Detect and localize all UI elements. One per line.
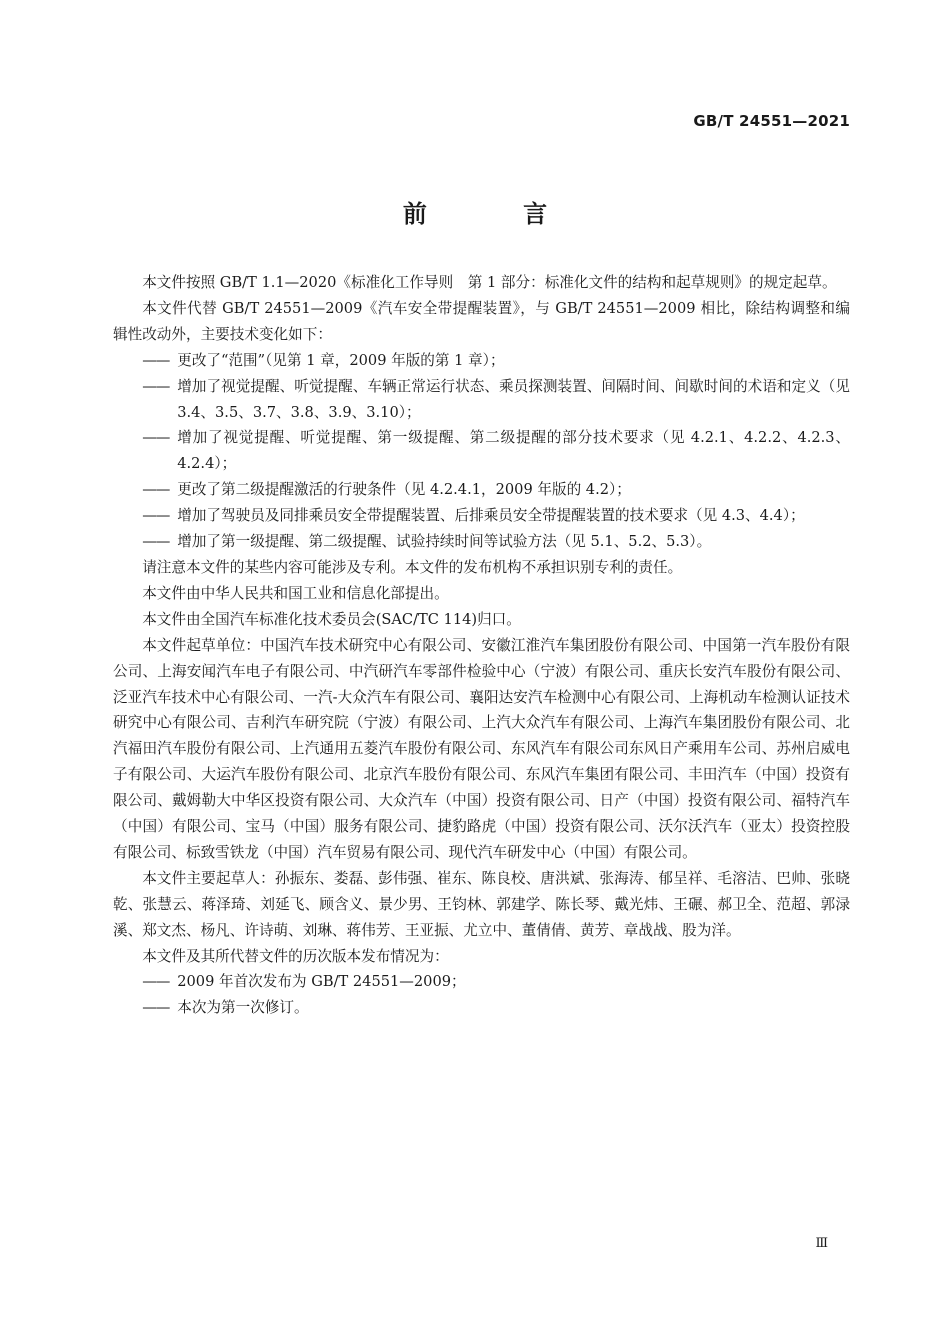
- change-item: [113, 503, 850, 529]
- history-item-text: 本次为第一次修订。: [177, 999, 309, 1017]
- page-number: Ⅲ: [815, 1236, 828, 1251]
- change-item: [113, 348, 850, 374]
- change-item-text: 增加了视觉提醒、听觉提醒、车辆正常运行状态、乘员探测装置、间隔时间、间歇时间的术语和定义（见 3.4、3.5、3.7、3.8、3.9、3.10）；: [177, 377, 850, 421]
- paragraph-replacement: 本文件代替 GB/T 24551—2009《汽车安全带提醒装置》，与 GB/T 24551—2009 相比，除结构调整和编辑性改动外，主要技术变化如下：: [113, 299, 850, 343]
- dash-mark: ——: [142, 507, 170, 525]
- change-item: [113, 477, 850, 503]
- page-title: 前 言: [402, 200, 592, 228]
- dash-mark: ——: [142, 999, 170, 1017]
- dash-mark: ——: [142, 481, 170, 499]
- change-item-text: 增加了第一级提醒、第二级提醒、试验持续时间等试验方法（见 5.1、5.2、5.3）。: [177, 533, 712, 551]
- paragraph-basis: 本文件按照 GB/T 1.1—2020《标准化工作导则 第 1 部分：标准化文件的结构和起草规则》的规定起草。: [142, 274, 837, 291]
- paragraph-history-intro: 本文件及其所代替文件的历次版本发布情况为：: [142, 947, 449, 965]
- history-item: [113, 969, 850, 995]
- standard-code-header: GB/T 24551—2021: [693, 112, 850, 130]
- dash-mark: ——: [142, 351, 170, 369]
- change-item: [113, 425, 850, 477]
- history-item-text: 2009 年首次发布为 GB/T 24551—2009；: [177, 973, 466, 991]
- change-item: [113, 529, 850, 555]
- foreword-body: [113, 270, 850, 1021]
- paragraph-patent: 请注意本文件的某些内容可能涉及专利。本文件的发布机构不承担识别专利的责任。: [142, 558, 683, 576]
- paragraph-drafting-units: 本文件起草单位：中国汽车技术研究中心有限公司、安徽江淮汽车集团股份有限公司、中国第一汽车股份有限公司、上海安闻汽车电子有限公司、中汽研汽车零部件检验中心（宁波）有限公司、重庆长安汽车股份有限公司、泛亚汽车技术中心有限公司、一汽-大众汽车有限公司、襄阳达安汽车检测中心有限公司、上海机动车检测认证技术研究中心有限公司、吉利汽车研究院（宁波）有限公司、上汽大众汽车有限公司、上海汽车集团股份有限公司、北汽福田汽车股份有限公司、上汽通用五菱汽车股份有限公司、东风汽车有限公司东风日产乘用车公司、苏州启威电子有限公司、大运汽车股份有限公司、北京汽车股份有限公司、东风汽车集团有限公司、丰田汽车（中国）投资有限公司、戴姆勒大中华区投资有限公司、大众汽车（中国）投资有限公司、日产（中国）投资有限公司、福特汽车（中国）有限公司、宝马（中国）服务有限公司、捷豹路虎（中国）投资有限公司、沃尔沃汽车（亚太）投资控股有限公司、标致雪铁龙（中国）汽车贸易有限公司、现代汽车研发中心（中国）有限公司。: [113, 636, 850, 861]
- history-item: [113, 995, 850, 1021]
- change-item-text: 增加了驾驶员及同排乘员安全带提醒装置、后排乘员安全带提醒装置的技术要求（见 4.3、4.4）；: [177, 507, 805, 525]
- change-item-text: 更改了第二级提醒激活的行驶条件（见 4.2.4.1，2009 年版的 4.2）；: [177, 481, 631, 499]
- dash-mark: ——: [142, 973, 170, 991]
- dash-mark: ——: [142, 429, 170, 447]
- change-item-text: 更改了“范围”（见第 1 章，2009 年版的第 1 章）；: [177, 351, 505, 369]
- dash-mark: ——: [142, 377, 170, 395]
- change-item-text: 增加了视觉提醒、听觉提醒、第一级提醒、第二级提醒的部分技术要求（见 4.2.1、4.2.2、4.2.3、4.2.4）；: [177, 429, 850, 473]
- change-item: [113, 374, 850, 426]
- dash-mark: ——: [142, 533, 170, 551]
- paragraph-proposed-by: 本文件由中华人民共和国工业和信息化部提出。: [142, 584, 449, 602]
- paragraph-drafters: 本文件主要起草人：孙振东、娄磊、彭伟强、崔东、陈良校、唐洪斌、张海涛、郁呈祥、毛溶洁、巴帅、张晓乾、张慧云、蒋泽琦、刘延飞、顾含义、景少男、王钧林、郭建学、陈长琴、戴光炜、王碾、郝卫全、范超、郭渌溪、郑文杰、杨凡、许诗萌、刘琳、蒋伟芳、王亚振、尤立中、董倩倩、黄芳、章战战、股为洋。: [113, 869, 850, 939]
- paragraph-centralized-by: 本文件由全国汽车标准化技术委员会(SAC/TC 114)归口。: [142, 610, 521, 628]
